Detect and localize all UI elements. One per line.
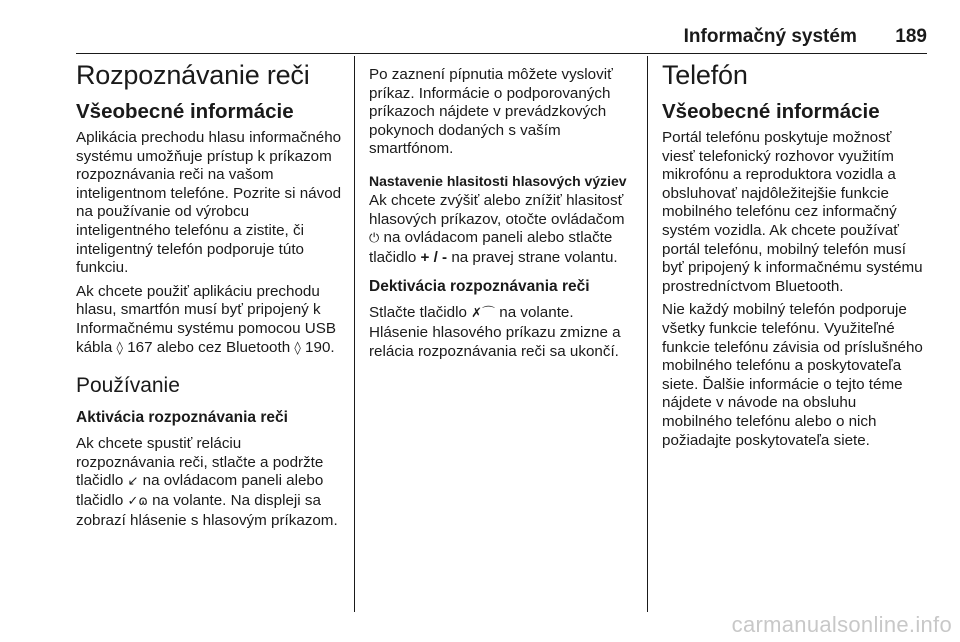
paragraph-intro: Aplikácia prechodu hlasu informačného systému umožňuje prístup k príkazom rozpoznávania reči na vašom inteligentnom telefóne. Pozrite si návod na používanie od výrobcu inteligentného telefónu a zistite, či inteligentný telefón podporuje túto funkciu. <box>76 129 342 277</box>
text: 167 alebo cez Bluetooth <box>122 338 295 356</box>
heading-phone: Telefón <box>662 60 748 90</box>
text: Ak chcete zvýšiť alebo znížiť hlasitosť hlasových príkazov, otočte ovládačom <box>369 191 625 228</box>
paragraph-connection <box>76 283 342 358</box>
paragraph-volume <box>369 192 635 267</box>
section-title: Informačný systém <box>683 26 857 47</box>
column-2 <box>369 66 635 366</box>
text: na ovládacom paneli alebo tlačidlo <box>76 472 324 509</box>
header-rule <box>76 53 927 54</box>
text: na volante. Hlásenie hlasového príkazu zmizne a relácia rozpoznávania reči sa ukončí. <box>369 304 621 360</box>
column-1 <box>76 58 342 535</box>
heading-activation: Aktivácia rozpoznávania reči <box>76 409 288 427</box>
paragraph-beep: Po zaznení pípnutia môžete vysloviť príkaz. Informácie o podporovaných príkazoch nájdete v prevádzkových pokynoch dodaných s vaším smartfónom. <box>369 66 613 158</box>
page-number: 189 <box>895 26 927 47</box>
power-icon: ⏻ <box>369 231 380 247</box>
column-3 <box>662 58 928 455</box>
plus-minus-label: + / - <box>420 248 448 266</box>
paragraph-activation <box>76 435 342 530</box>
paragraph-deactivation <box>369 304 635 361</box>
phone-icon: ↙ <box>127 474 139 490</box>
hang-up-icon: ✗⌒ <box>471 306 496 322</box>
text: Stlačte tlačidlo <box>369 304 472 322</box>
heading-general-info: Všeobecné informácie <box>662 100 880 123</box>
heading-usage: Používanie <box>76 374 180 398</box>
text: Ak chcete spustiť reláciu rozpoznávania reči, stlačte a podržte tlačidlo <box>76 435 324 490</box>
voice-icon: ✓ɷ <box>127 493 148 509</box>
heading-general-info: Všeobecné informácie <box>76 100 294 123</box>
heading-volume: Nastavenie hlasitosti hlasových výziev <box>369 172 627 189</box>
reference-icon: ◊ <box>116 340 123 356</box>
heading-deactivation: Dektivácia rozpoznávania reči <box>369 278 590 296</box>
column-divider-1 <box>354 56 355 612</box>
text: na pravej strane volantu. <box>447 248 618 266</box>
heading-speech-recognition: Rozpoznávanie reči <box>76 60 310 90</box>
watermark: carmanualsonline.info <box>731 612 952 637</box>
text: na volante. Na displeji sa zobrazí hlásenie s hlasovým príkazom. <box>76 491 338 529</box>
column-divider-2 <box>647 56 648 612</box>
text: Ak chcete použiť aplikáciu prechodu hlasu, smartfón musí byť pripojený k Informačnému systému pomocou USB kábla <box>76 282 336 356</box>
text: na ovládacom paneli alebo stlačte tlačidlo <box>369 229 613 266</box>
page-header <box>0 26 927 52</box>
text: 190. <box>300 338 335 356</box>
paragraph-phone-portal: Portál telefónu poskytuje možnosť viesť telefonický rozhovor využitím mikrofónu a reproduktora vozidla a obsluhovať najdôležitejšie funkcie mobilného telefónu cez informačný systém vozidla. Ak chcete používať portál telefónu, mobilný telefón musí byť pripojený k informačnému systému prostredníctvom Bluetooth. <box>662 129 923 295</box>
reference-icon: ◊ <box>294 340 301 356</box>
paragraph-phone-support: Nie každý mobilný telefón podporuje všetky funkcie telefónu. Využiteľné funkcie telefónu závisia od príslušného mobilného telefónu a poskytovateľa siete. Ďalšie informácie o tejto téme nájdete v návode na obsluhu mobilného telefónu alebo o nich požiadajte poskytovateľa siete. <box>662 301 923 449</box>
